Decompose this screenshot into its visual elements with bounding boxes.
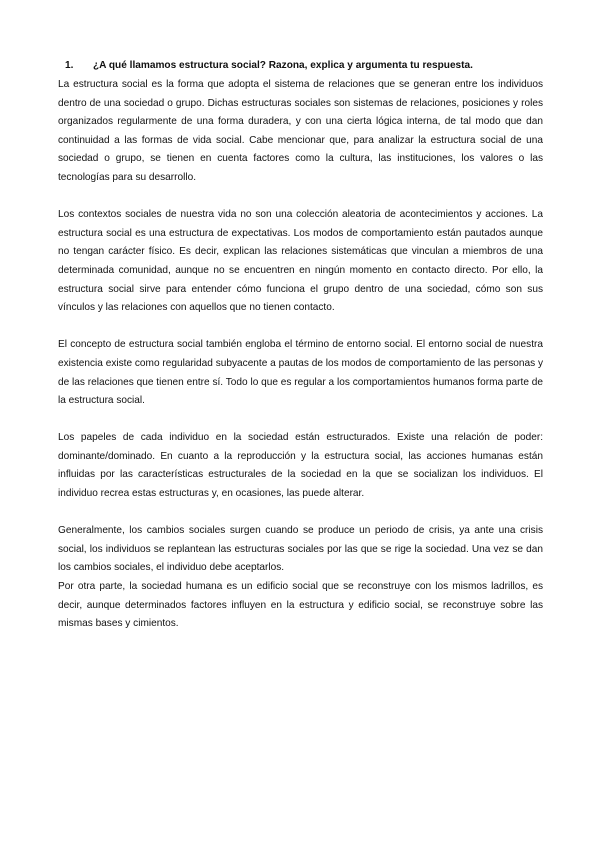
paragraph-5: Generalmente, los cambios sociales surgen cuando se produce un periodo de crisis, ya ante una crisis social, los individuos se replantean las estructuras sociales por las que se rige la sociedad. Una vez se dan los cambios sociales, el individuo debe aceptarlos. <box>58 525 543 574</box>
paragraph-6: Por otra parte, la sociedad humana es un edificio social que se reconstruye con los mismos ladrillos, es decir, aunque determinados factores influyen en la estructura y edificio social, se reconstruye sobre las mismas bases y cimientos. <box>58 581 543 630</box>
question-heading <box>65 58 543 74</box>
paragraph-4: Los papeles de cada individuo en la sociedad están estructurados. Existe una relación de poder: dominante/dominado. En cuanto a la reproducción y la estructura social, las acciones humanas están influidas por las características estructurales de la sociedad en la que se socializan los individuos. El individuo recrea estas estructuras y, en ocasiones, las puede alterar. <box>58 432 543 500</box>
question-number: 1. <box>65 60 74 71</box>
question-title: ¿A qué llamamos estructura social? Razona, explica y argumenta tu respuesta. <box>93 60 473 71</box>
paragraph-3: El concepto de estructura social también engloba el término de entorno social. El entorno social de nuestra existencia existe como regularidad subyacente a pautas de los modos de comportamiento de las personas y de las relaciones que tienen entre sí. Todo lo que es regular a los comportamientos humanos forma parte de la estructura social. <box>58 339 543 407</box>
paragraph-1: La estructura social es la forma que adopta el sistema de relaciones que se generan entre los individuos dentro de una sociedad o grupo. Dichas estructuras sociales son sistemas de relaciones, posiciones y roles organizados regularmente de una forma duradera, y con una cierta lógica interna, de tal modo que dan continuidad a las formas de vida social. Cabe mencionar que, para analizar la estructura social de una sociedad o grupo, se tienen en cuenta factores como la cultura, las instituciones, los valores o las tecnologías para su desarrollo. <box>58 79 543 183</box>
paragraph-2: Los contextos sociales de nuestra vida no son una colección aleatoria de acontecimientos y acciones. La estructura social es una estructura de expectativas. Los modos de comportamiento están pautados aunque no tengan carácter físico. Es decir, explican las relaciones sistemáticas que vinculan a miembros de una determinada comunidad, aunque no se encuentren en ningún momento en contacto directo. Por ello, la estructura social sirve para entender cómo funciona el grupo dentro de una sociedad, cómo son sus vínculos y las relaciones con aquellos que no tienen contacto. <box>58 209 543 314</box>
